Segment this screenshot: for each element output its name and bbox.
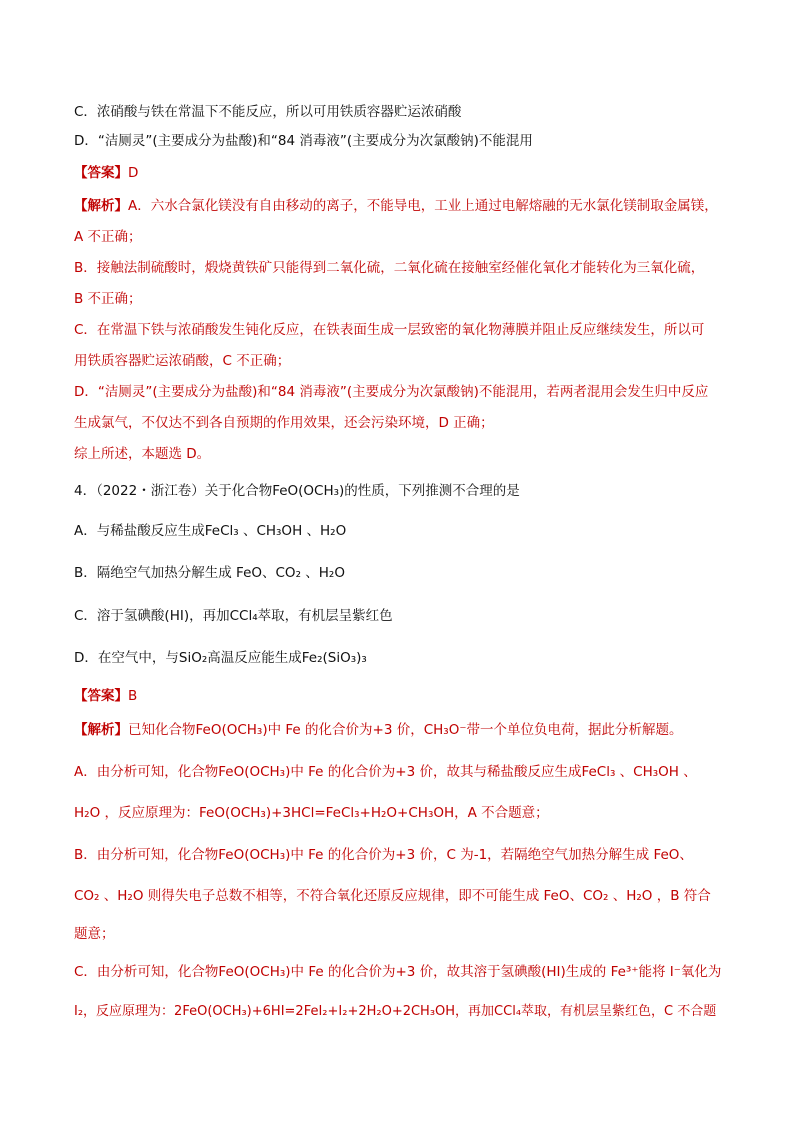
question-4-option-d: D．在空气中，与SiO₂高温反应能生成Fe₂(SiO₃)₃	[74, 650, 367, 666]
q4-analysis-line: H₂O ，反应原理为：FeO(OCH₃)+3HCl=FeCl₃+H₂O+CH₃OH，A 不合题意；	[74, 805, 549, 821]
prev-option-c: C．浓硝酸与铁在常温下不能反应，所以可用铁质容器贮运浓硝酸	[74, 104, 462, 120]
analysis-intro: 已知化合物FeO(OCH₃)中 Fe 的化合价为+3 价，CH₃O⁻带一个单位负电荷，据此分析解题。	[128, 722, 683, 738]
prev-analysis-line: 综上所述，本题选 D。	[74, 446, 211, 462]
prev-analysis-line: 用铁质容器贮运浓硝酸，C 不正确；	[74, 353, 291, 369]
prev-analysis-line	[74, 196, 724, 216]
prev-answer	[74, 163, 724, 183]
q4-analysis-line: I₂，反应原理为：2FeO(OCH₃)+6HI=2FeI₂+I₂+2H₂O+2CH₃OH，再加CCl₄萃取，有机层呈紫红色，C 不合题	[74, 1004, 717, 1019]
analysis-text: A．六水合氯化镁没有自由移动的离子，不能导电，工业上通过电解熔融的无水氯化镁制取金属镁，	[128, 198, 718, 214]
answer-tag: 【答案】	[74, 688, 128, 704]
analysis-tag: 【解析】	[74, 198, 128, 214]
q4-analysis-line: C．由分析可知，化合物FeO(OCH₃)中 Fe 的化合价为+3 价，故其溶于氢碘酸(HI)生成的 Fe³⁺能将 I⁻氧化为	[74, 964, 722, 980]
prev-analysis-line: 生成氯气，不仅达不到各自预期的作用效果，还会污染环境，D 正确；	[74, 415, 494, 431]
question-4-option-c: C．溶于氢碘酸(HI)，再加CCl₄萃取，有机层呈紫红色	[74, 608, 393, 624]
question-4-answer	[74, 686, 724, 706]
q4-analysis-line: B．由分析可知，化合物FeO(OCH₃)中 Fe 的化合价为+3 价，C 为-1，若隔绝空气加热分解生成 FeO、	[74, 847, 693, 863]
prev-analysis-line: B．接触法制硫酸时，煅烧黄铁矿只能得到二氧化硫，二氧化硫在接触室经催化氧化才能转化为三氧化硫，	[74, 260, 705, 276]
prev-analysis-line: B 不正确；	[74, 291, 142, 307]
prev-analysis-line: A 不正确；	[74, 229, 142, 245]
question-4-stem	[74, 481, 724, 501]
answer-tag: 【答案】	[74, 165, 128, 181]
prev-analysis-line: D．“洁厕灵”(主要成分为盐酸)和“84 消毒液”(主要成分为次氯酸钠)不能混用，若两者混用会发生归中反应	[74, 384, 709, 400]
question-number: 4．	[74, 483, 97, 499]
q4-analysis-line: CO₂ 、H₂O 则得失电子总数不相等，不符合氧化还原反应规律，即不可能生成 FeO、CO₂ 、H₂O ，B 符合	[74, 888, 711, 904]
q4-analysis-line	[74, 720, 724, 740]
analysis-tag: 【解析】	[74, 722, 128, 738]
answer-value: B	[128, 688, 138, 704]
prev-option-d: D．“洁厕灵”(主要成分为盐酸)和“84 消毒液”(主要成分为次氯酸钠)不能混用	[74, 133, 533, 149]
question-text: 关于化合物FeO(OCH₃)的性质，下列推测不合理的是	[204, 483, 520, 499]
question-4-option-a: A．与稀盐酸反应生成FeCl₃ 、CH₃OH 、H₂O	[74, 523, 347, 539]
answer-value: D	[128, 165, 139, 181]
q4-analysis-line: 题意；	[74, 926, 115, 942]
question-source: （2022・浙江卷）	[96, 483, 205, 499]
q4-analysis-line: A．由分析可知，化合物FeO(OCH₃)中 Fe 的化合价为+3 价，故其与稀盐酸反应生成FeCl₃ 、CH₃OH 、	[74, 764, 697, 780]
prev-analysis-line: C．在常温下铁与浓硝酸发生钝化反应，在铁表面生成一层致密的氧化物薄膜并阻止反应继续发生，所以可	[74, 322, 705, 338]
question-4-option-b: B．隔绝空气加热分解生成 FeO、CO₂ 、H₂O	[74, 565, 345, 581]
